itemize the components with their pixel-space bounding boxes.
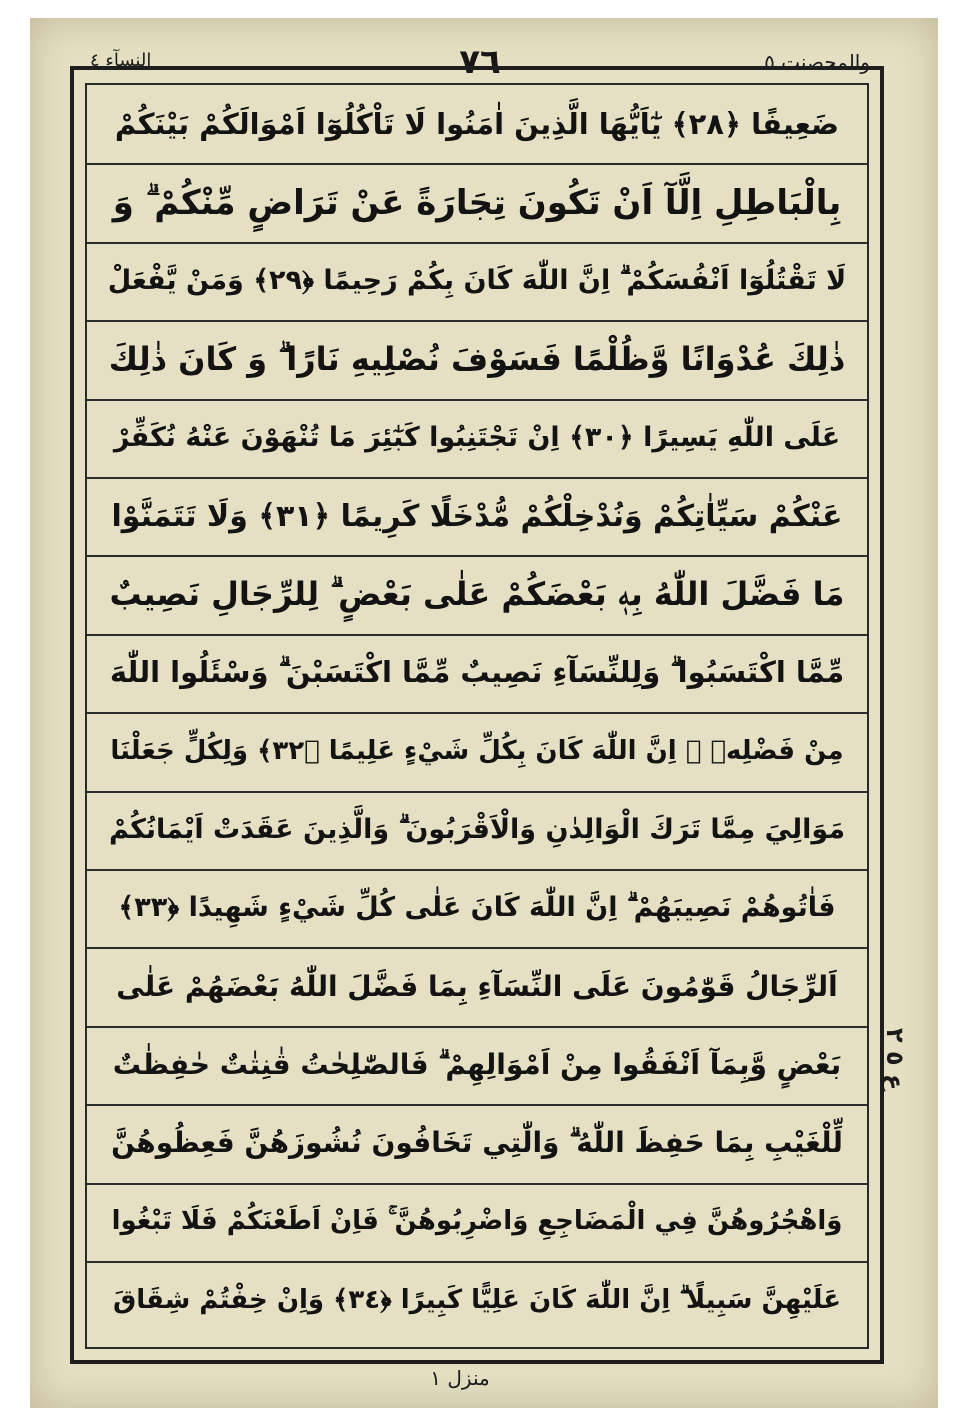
verse-line-text: بِالْبَاطِلِ اِلَّآ اَنْ تَكُونَ تِجَارَةً عَنْ تَرَاضٍ مِّنْكُمْ ۗ وَ [112, 182, 842, 223]
verse-line-text: اَلرِّجَالُ قَوّٰمُونَ عَلَى النِّسَآءِ بِمَا فَضَّلَ اللّٰهُ بَعْضَهُمْ عَلٰى [116, 970, 838, 1004]
verse-line [87, 242, 867, 322]
verse-lines [87, 85, 867, 1347]
verse-line [87, 712, 867, 792]
verse-line [87, 85, 867, 165]
page-number: ٧٦ [459, 42, 501, 82]
verse-line-text: مِّمَّا اكْتَسَبُوا ۗ وَلِلنِّسَآءِ نَصِيبٌ مِّمَّا اكْتَسَبْنَ ۗ وَسْئَلُوا اللّٰهَ [109, 655, 845, 690]
verse-line-text: مَوَالِيَ مِمَّا تَرَكَ الْوَالِدٰنِ وَالْاَقْرَبُونَ ۗ وَالَّذِينَ عَقَدَتْ اَيْمَانُكُمْ [108, 813, 846, 845]
verse-line-text: مَا فَضَّلَ اللّٰهُ بِهٖ بَعْضَكُمْ عَلٰى بَعْضٍ ۗ لِلرِّجَالِ نَصِيبٌ [109, 575, 845, 614]
text-frame [70, 66, 884, 1364]
verse-line [87, 947, 867, 1027]
verse-line-text: لَا تَقْتُلُوٓا اَنْفُسَكُمْ ۗ اِنَّ اللّٰهَ كَانَ بِكُمْ رَحِيمًا ﴿٢٩﴾ وَمَنْ يَّفْعَلْ [107, 264, 847, 296]
verse-line [87, 634, 867, 714]
verse-line [87, 869, 867, 949]
verse-line [87, 320, 867, 400]
ruku-marker: ع ٥ ٢ [881, 1028, 909, 1091]
verse-line [87, 1183, 867, 1263]
verse-line [87, 477, 867, 557]
verse-line-text: فَاٰتُوهُمْ نَصِيبَهُمْ ۗ اِنَّ اللّٰهَ كَانَ عَلٰى كُلِّ شَيْءٍ شَهِيدًا ﴿٣٣﴾ [118, 892, 836, 924]
verse-line [87, 163, 867, 243]
verse-line [87, 1026, 867, 1106]
verse-line-text: عَلَى اللّٰهِ يَسِيرًا ﴿٣٠﴾ اِنْ تَجْتَنِبُوا كَبٰٓئِرَ مَا تُنْهَوْنَ عَنْهُ نُكَفِّرْ [113, 422, 841, 454]
verse-line [87, 791, 867, 871]
verse-line-text: مِنْ فَضْلِهٖ ۗ اِنَّ اللّٰهَ كَانَ بِكُلِّ شَيْءٍ عَلِيمًا ﴿٣٢﴾ وَلِكُلٍّ جَعَلْنَا [110, 736, 844, 767]
juz-name: والمحصنت ٥ [764, 50, 870, 74]
verse-line [87, 399, 867, 479]
verse-line-text: بَعْضٍ وَّبِمَآ اَنْفَقُوا مِنْ اَمْوَالِهِمْ ۗ فَالصّٰلِحٰتُ قٰنِتٰتٌ حٰفِظٰتٌ [112, 1047, 842, 1081]
verse-line [87, 1261, 867, 1339]
verse-line-text: وَاهْجُرُوهُنَّ فِي الْمَضَاجِعِ وَاضْرِبُوهُنَّ ۚ فَاِنْ اَطَعْنَكُمْ فَلَا تَبْغُوا [111, 1206, 843, 1237]
mushaf-page [30, 18, 938, 1408]
manzil-marker: منزل ١ [430, 1366, 490, 1390]
verse-line-text: ذٰلِكَ عُدْوَانًا وَّظُلْمًا فَسَوْفَ نُصْلِيهِ نَارًا ۗ وَ كَانَ ذٰلِكَ [108, 339, 846, 378]
text-frame-inner [85, 83, 869, 1349]
verse-line-text: عَلَيْهِنَّ سَبِيلًا ۗ اِنَّ اللّٰهَ كَانَ عَلِيًّا كَبِيرًا ﴿٣٤﴾ وَاِنْ خِفْتُمْ شِقَاقَ [112, 1284, 842, 1315]
verse-line-text: عَنْكُمْ سَيِّاٰتِكُمْ وَنُدْخِلْكُمْ مُّدْخَلًا كَرِيمًا ﴿٣١﴾ وَلَا تَتَمَنَّوْا [111, 498, 843, 534]
verse-line-text: لِّلْغَيْبِ بِمَا حَفِظَ اللّٰهُ ۗ وَالّٰتِي تَخَافُونَ نُشُوزَهُنَّ فَعِظُوهُنَّ [111, 1126, 843, 1160]
verse-line [87, 1104, 867, 1184]
surah-name: النسآء ٤ [90, 50, 152, 71]
verse-line-text: ضَعِيفًا ﴿٢٨﴾ يٰٓاَيُّهَا الَّذِينَ اٰمَنُوا لَا تَاْكُلُوٓا اَمْوَالَكُمْ بَيْنَكُمْ [114, 107, 840, 142]
verse-line [87, 555, 867, 635]
